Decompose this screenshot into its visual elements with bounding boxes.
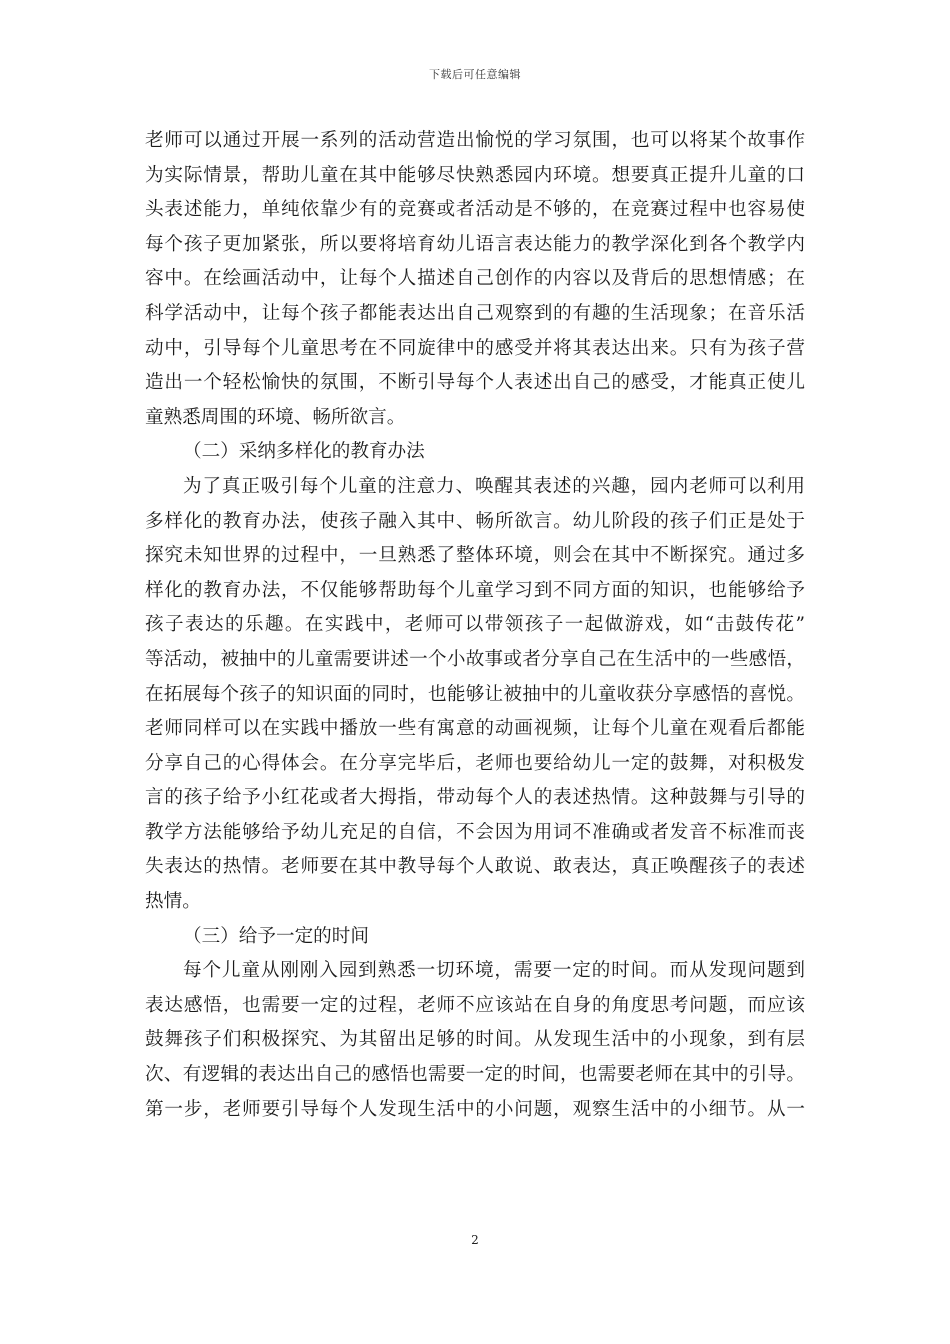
body-text-line: 每个孩子更加紧张，所以要将培育幼儿语言表达能力的教学深化到各个教学内 xyxy=(145,233,805,255)
body-text-line: 第一步，老师要引导每个人发现生活中的小问题，观察生活中的小细节。从一 xyxy=(145,1098,805,1120)
body-text-line: 失表达的热情。老师要在其中教导每个人敢说、敢表达，真正唤醒孩子的表述 xyxy=(145,856,805,878)
body-text-line: 教学方法能够给予幼儿充足的自信，不会因为用词不准确或者发音不标准而丧 xyxy=(145,821,805,843)
body-text-line: 容中。在绘画活动中，让每个人描述自己创作的内容以及背后的思想情感；在 xyxy=(145,268,805,290)
body-text-line: 为实际情景，帮助儿童在其中能够尽快熟悉园内环境。想要真正提升儿童的口 xyxy=(145,164,805,186)
body-text-line: 次、有逻辑的表达出自己的感悟也需要一定的时间，也需要老师在其中的引导。 xyxy=(145,1064,805,1086)
body-text-line: 鼓舞孩子们积极探究、为其留出足够的时间。从发现生活中的小现象，到有层 xyxy=(145,1029,805,1051)
body-text-line: 头表述能力，单纯依靠少有的竞赛或者活动是不够的，在竞赛过程中也容易使 xyxy=(145,199,805,221)
section-heading: （二）采纳多样化的教育办法 xyxy=(183,441,425,463)
body-text-line: 动中，引导每个儿童思考在不同旋律中的感受并将其表达出来。只有为孩子营 xyxy=(145,337,805,359)
body-text-line: 老师同样可以在实践中播放一些有寓意的动画视频，让每个儿童在观看后都能 xyxy=(145,718,805,740)
body-text-line: 每个儿童从刚刚入园到熟悉一切环境，需要一定的时间。而从发现问题到 xyxy=(183,960,805,982)
body-text-line: 等活动，被抽中的儿童需要讲述一个小故事或者分享自己在生活中的一些感悟， xyxy=(145,648,805,670)
body-text-line: 为了真正吸引每个儿童的注意力、唤醒其表述的兴趣，园内老师可以利用 xyxy=(183,475,805,497)
body-text-line: 分享自己的心得体会。在分享完毕后，老师也要给幼儿一定的鼓舞，对积极发 xyxy=(145,752,805,774)
body-text-line: 童熟悉周围的环境、畅所欲言。 xyxy=(145,406,406,428)
body-text-line: 孩子表达的乐趣。在实践中，老师可以带领孩子一起做游戏，如“击鼓传花” xyxy=(145,614,805,636)
section-heading: （三）给予一定的时间 xyxy=(183,925,369,947)
body-text-line: 热情。 xyxy=(145,891,201,913)
body-text-line: 造出一个轻松愉快的氛围，不断引导每个人表述出自己的感受，才能真正使儿 xyxy=(145,372,805,394)
page-number: 2 xyxy=(471,1233,479,1247)
body-text-line: 多样化的教育办法，使孩子融入其中、畅所欲言。幼儿阶段的孩子们正是处于 xyxy=(145,510,805,532)
body-text-line: 老师可以通过开展一系列的活动营造出愉悦的学习氛围，也可以将某个故事作 xyxy=(145,130,805,151)
body-text-line: 表达感悟，也需要一定的过程，老师不应该站在自身的角度思考问题，而应该 xyxy=(145,994,805,1016)
document-body xyxy=(145,124,805,1127)
body-text-line: 科学活动中，让每个孩子都能表达出自己观察到的有趣的生活现象；在音乐活 xyxy=(145,302,805,324)
body-text-line: 样化的教育办法，不仅能够帮助每个儿童学习到不同方面的知识，也能够给予 xyxy=(145,579,805,601)
body-text-line: 言的孩子给予小红花或者大拇指，带动每个人的表述热情。这种鼓舞与引导的 xyxy=(145,787,805,809)
body-text-line: 探究未知世界的过程中，一旦熟悉了整体环境，则会在其中不断探究。通过多 xyxy=(145,545,805,567)
page-header: 下载后可任意编辑 xyxy=(429,68,521,81)
body-text-line: 在拓展每个孩子的知识面的同时，也能够让被抽中的儿童收获分享感悟的喜悦。 xyxy=(145,683,805,705)
